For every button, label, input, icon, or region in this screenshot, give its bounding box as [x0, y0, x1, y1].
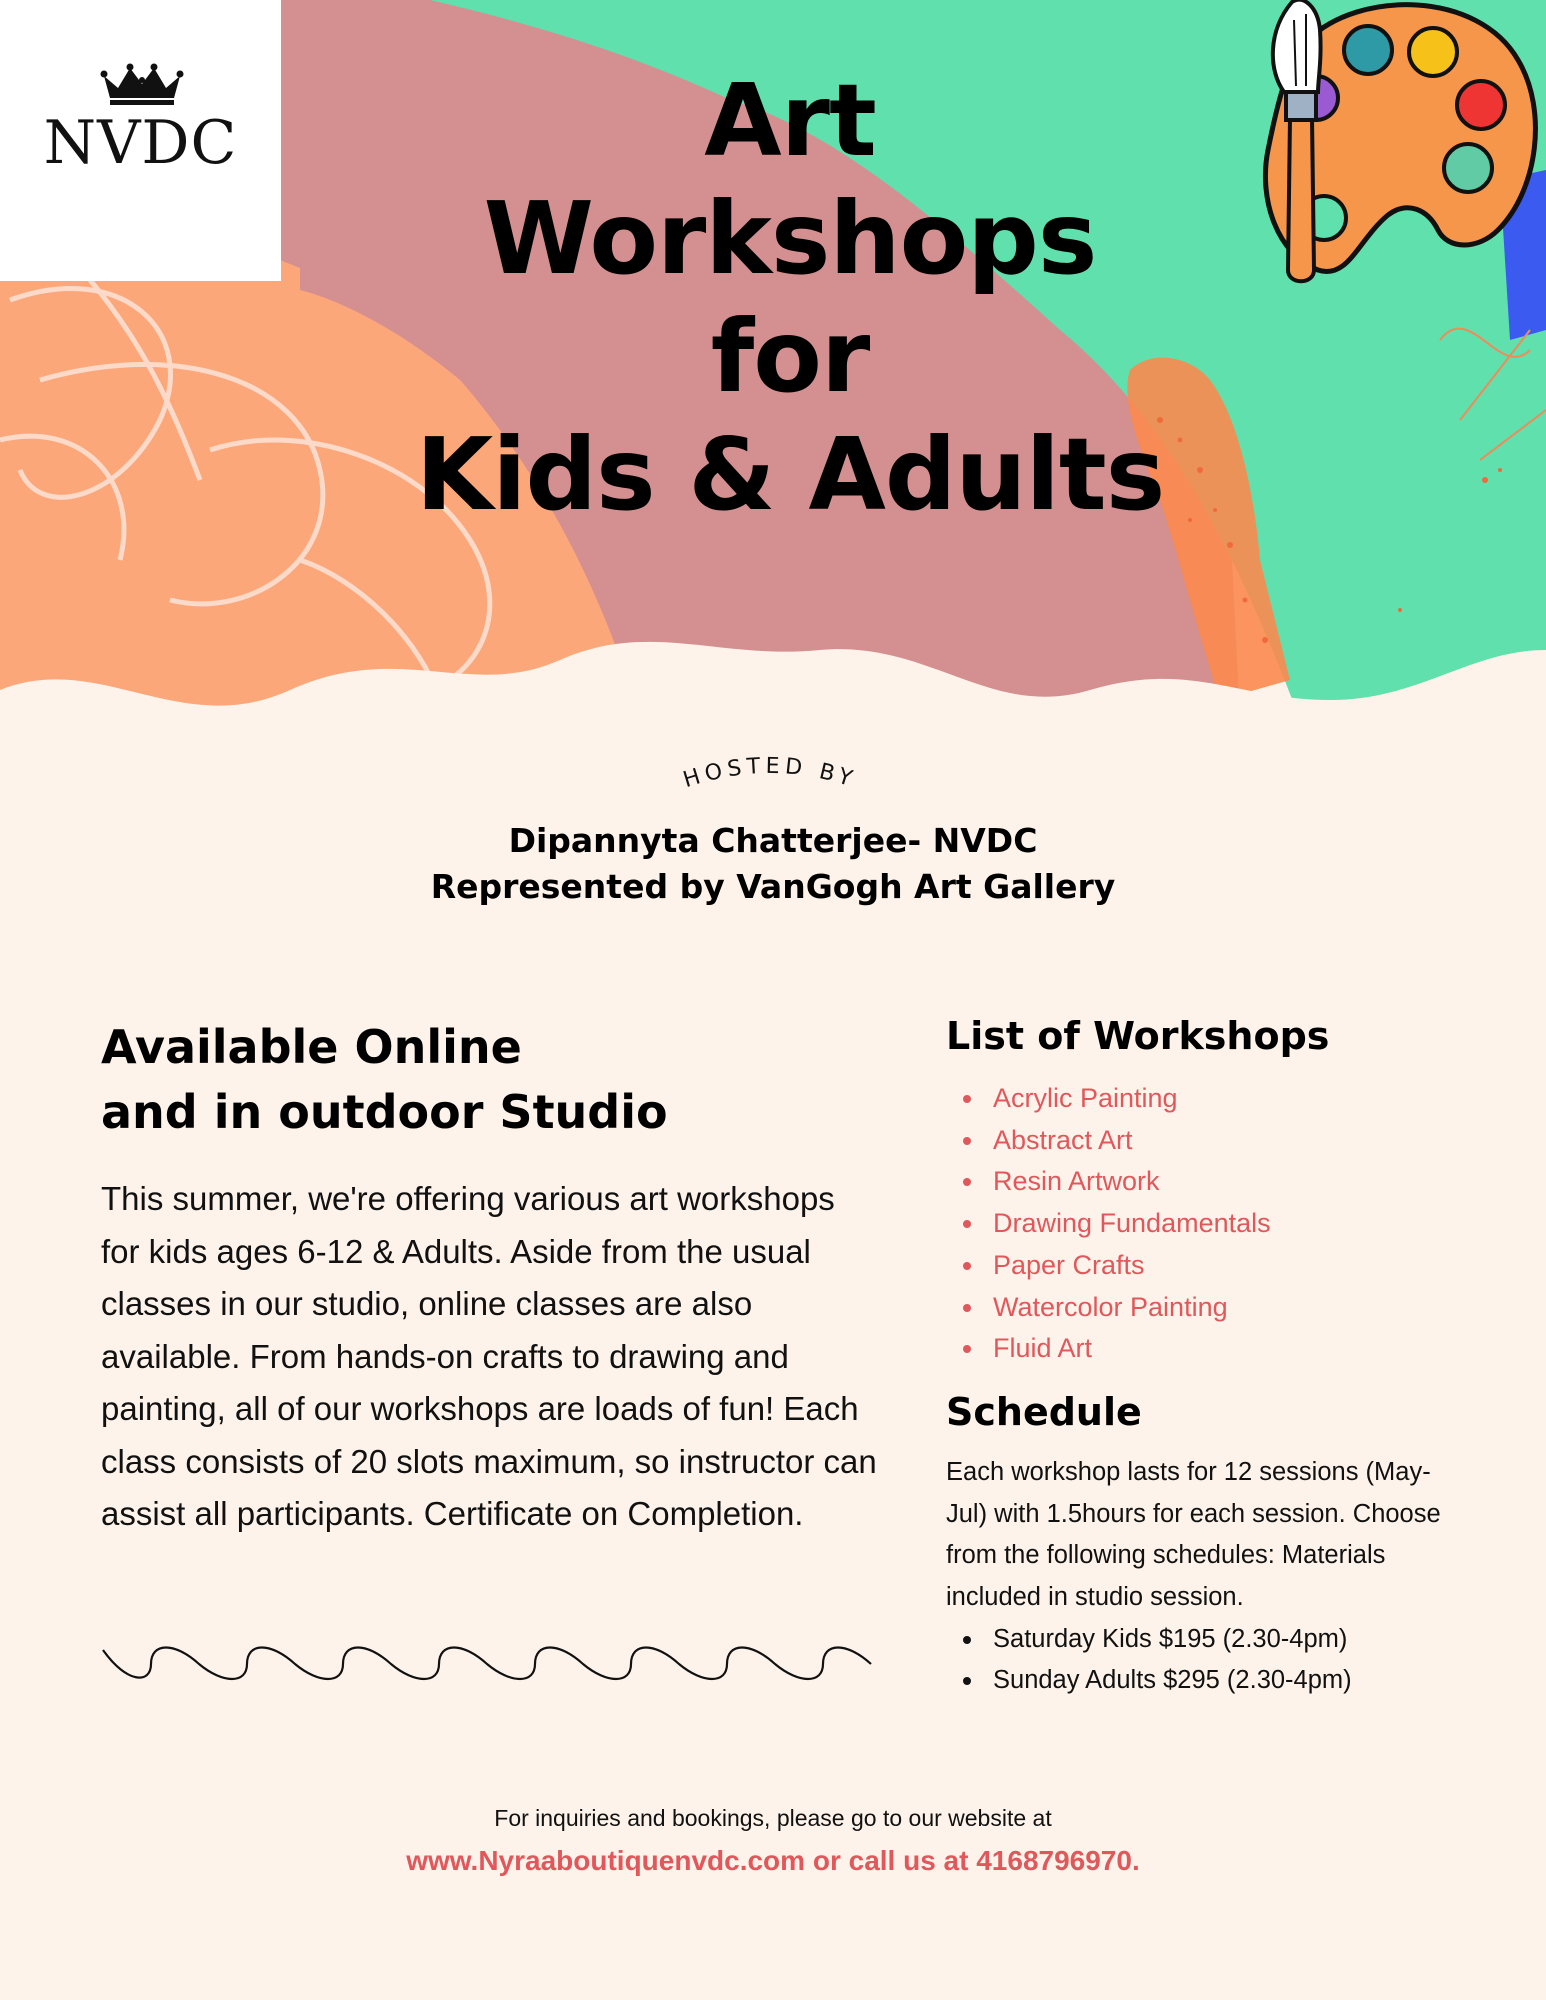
title-line-3: for [710, 298, 870, 415]
logo-box [0, 0, 281, 281]
workshop-item-label: Paper Crafts [993, 1249, 1145, 1280]
workshop-item [946, 1245, 1466, 1287]
workshop-item-label: Watercolor Painting [993, 1291, 1228, 1322]
workshops-heading: List of Workshops [946, 1014, 1330, 1058]
workshop-item [946, 1161, 1466, 1203]
schedule-heading: Schedule [946, 1389, 1142, 1434]
hosted-by-label [640, 726, 900, 806]
bullet-icon [963, 1677, 971, 1685]
host-gallery: Represented by VanGogh Art Gallery [430, 867, 1116, 906]
bullet-icon [963, 1220, 971, 1228]
workshops-section [946, 1008, 1466, 1702]
workshop-item-label: Resin Artwork [993, 1166, 1160, 1197]
availability-heading [101, 1015, 881, 1145]
schedule-plan-item [946, 1619, 1466, 1661]
bullet-icon [963, 1137, 971, 1145]
workshop-item-label: Acrylic Painting [993, 1083, 1178, 1113]
logo-text: NVDC [43, 108, 238, 178]
schedule-plan-item [946, 1660, 1466, 1702]
hosts-block [0, 818, 1546, 910]
availability-heading-line-2: and in outdoor Studio [101, 1085, 668, 1139]
availability-section [101, 1015, 881, 1541]
squiggle-divider [101, 1640, 873, 1684]
workshop-item [946, 1328, 1466, 1370]
schedule-plan-item-label: Saturday Kids $195 (2.30-4pm) [993, 1624, 1348, 1653]
workshop-item [946, 1203, 1466, 1245]
bullet-icon [963, 1178, 971, 1186]
svg-text:HOSTED BY [680, 754, 859, 793]
workshop-item-label: Fluid Art [993, 1333, 1093, 1364]
host-name: Dipannyta Chatterjee- NVDC [508, 821, 1038, 860]
bullet-icon [963, 1262, 971, 1270]
footer-contact-link[interactable]: www.Nyraaboutiquenvdc.com or call us at 4168796970. [406, 1845, 1140, 1876]
schedule-plan-item-label: Sunday Adults $295 (2.30-4pm) [993, 1666, 1352, 1695]
paint-palette-icon [1248, 0, 1546, 290]
workshop-item [946, 1287, 1466, 1329]
workshop-item [946, 1120, 1466, 1162]
availability-heading-line-1: Available Online [101, 1020, 522, 1074]
hosted-by-text: HOSTED BY [680, 753, 860, 794]
bullet-icon [963, 1345, 971, 1353]
bullet-icon [963, 1095, 971, 1103]
bullet-icon [963, 1636, 971, 1644]
footer-inquiry: For inquiries and bookings, please go to our website at [494, 1805, 1052, 1831]
workshop-item-label: Abstract Art [993, 1124, 1133, 1155]
page-title [300, 62, 1280, 534]
title-line-2: Workshops [483, 180, 1097, 297]
schedule-plans [946, 1619, 1466, 1702]
workshops-list [946, 1078, 1466, 1370]
schedule-text: Each workshop lasts for 12 sessions (May- Jul) with 1.5hours for each session. Choose from the following schedules: Materials included in studio session. [946, 1457, 1441, 1612]
bullet-icon [963, 1304, 971, 1312]
title-line-1: Art [704, 62, 876, 179]
crown-icon [100, 62, 184, 106]
workshop-item-label: Drawing Fundamentals [993, 1208, 1271, 1239]
availability-body: This summer, we're offering various art workshops for kids ages 6-12 & Adults. Aside from the usual classes in our studio, online classes are also available. From hands-on crafts to drawing and painting, all of our workshops are loads of fun! Each class consists of 20 slots maximum, so instructor can assist all participants. Certificate on Completion. [101, 1180, 877, 1532]
workshop-item [946, 1078, 1466, 1120]
title-line-4: Kids & Adults [415, 416, 1165, 533]
hero-banner [0, 0, 1546, 720]
